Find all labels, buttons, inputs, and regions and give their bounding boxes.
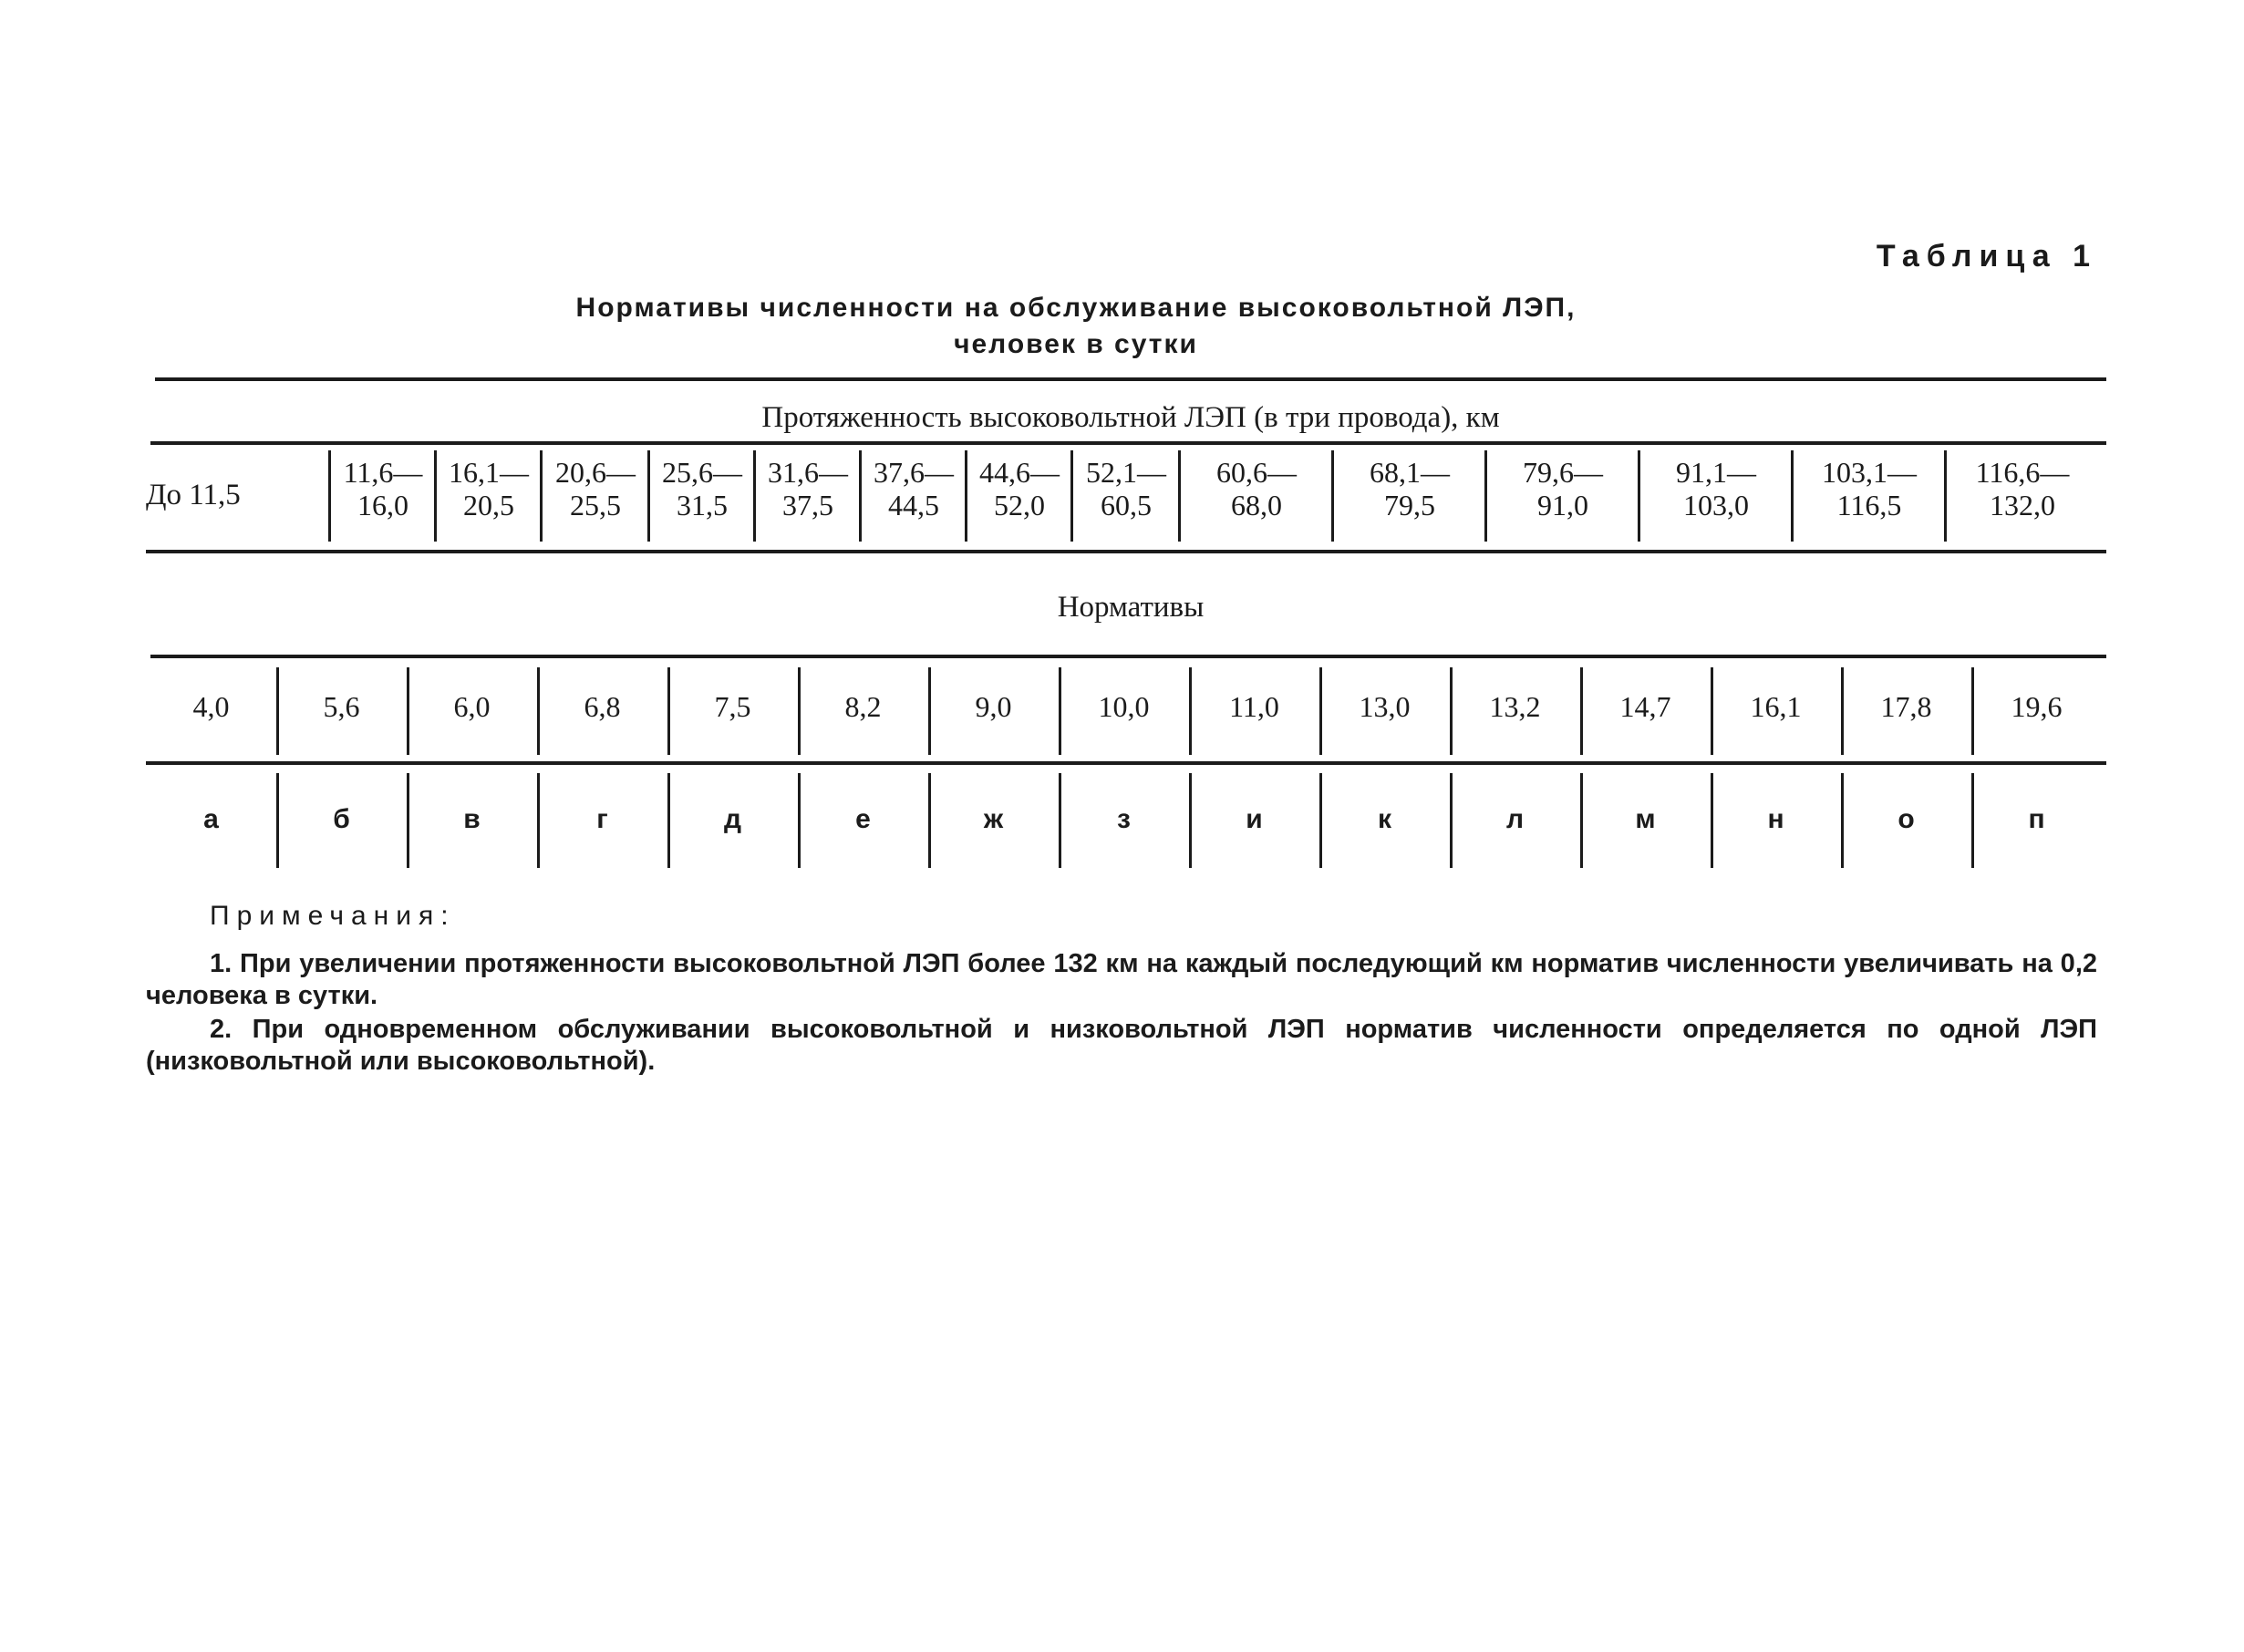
norm-divider: [1450, 667, 1453, 755]
letter-divider: [1711, 773, 1713, 868]
note-2: [146, 1014, 2097, 1078]
range-divider: [434, 450, 437, 542]
range-cell-14: [1949, 456, 2095, 521]
norm-letter: п: [2028, 804, 2045, 834]
table-title: [456, 290, 1696, 363]
range-from: 31,6—: [768, 456, 848, 489]
length-header-rule: [150, 441, 2106, 445]
range-cell-5: [759, 456, 857, 521]
range-cell-9: [1184, 456, 1329, 521]
table-title-line-2: человек в сутки: [954, 329, 1198, 359]
range-divider: [647, 450, 650, 542]
range-from: 68,1—: [1370, 456, 1450, 489]
range-from: 103,1—: [1822, 456, 1917, 489]
norm-divider: [1580, 667, 1583, 755]
norm-value: 8,2: [844, 690, 882, 723]
range-from: 20,6—: [555, 456, 636, 489]
range-from: 79,6—: [1523, 456, 1603, 489]
range-to: 132,0: [1990, 489, 2055, 521]
note-2-text: 2. При одновременном обслуживании высоковольтной и низковольтной ЛЭП норматив численности определяется по одной ЛЭП (низковольтной или высоковольтной).: [146, 1015, 2097, 1076]
letter-divider: [1580, 773, 1583, 868]
range-divider: [859, 450, 862, 542]
norm-value: 6,0: [453, 690, 491, 723]
range-to: 52,0: [994, 489, 1045, 521]
norm-value: 14,7: [1619, 690, 1671, 723]
range-divider: [1331, 450, 1334, 542]
range-divider: [753, 450, 756, 542]
range-from: 11,6—: [343, 456, 423, 489]
range-from: 25,6—: [662, 456, 742, 489]
norm-letter: б: [333, 804, 350, 834]
range-divider: [965, 450, 967, 542]
range-cell-0: До 11,5: [146, 479, 241, 511]
range-to: 31,5: [677, 489, 728, 521]
norms-header-rule: [150, 655, 2106, 658]
range-to: 44,5: [888, 489, 939, 521]
letter-divider: [1971, 773, 1974, 868]
range-to: 20,5: [463, 489, 514, 521]
norm-divider: [276, 667, 279, 755]
letter-divider: [1841, 773, 1844, 868]
norm-value: 17,8: [1880, 690, 1932, 723]
letter-divider: [798, 773, 801, 868]
letter-divider: [1450, 773, 1453, 868]
length-header: Протяженность высоковольтной ЛЭП (в три провода), км: [761, 401, 1500, 434]
norm-letter: г: [596, 804, 608, 834]
norm-letter: м: [1635, 804, 1656, 834]
letter-divider: [1059, 773, 1061, 868]
range-cell-8: [1076, 456, 1176, 521]
norm-letter: в: [463, 804, 481, 834]
range-from: 37,6—: [874, 456, 954, 489]
norm-divider: [1711, 667, 1713, 755]
range-divider: [1638, 450, 1640, 542]
range-divider: [328, 450, 331, 542]
note-1-text: 1. При увеличении протяженности высоковольтной ЛЭП более 132 км на каждый последующий км норматив численности увеличивать на 0,2 человека в сутки.: [146, 949, 2097, 1010]
letter-divider: [537, 773, 540, 868]
range-from: 44,6—: [979, 456, 1060, 489]
norm-value: 16,1: [1750, 690, 1802, 723]
range-row-rule: [146, 550, 2106, 553]
norm-divider: [407, 667, 409, 755]
norm-letter: а: [203, 804, 219, 834]
range-to: 91,0: [1537, 489, 1588, 521]
range-cell-12: [1643, 456, 1789, 521]
range-cell-2: [439, 456, 538, 521]
norm-value: 7,5: [714, 690, 751, 723]
norm-divider: [1189, 667, 1192, 755]
norms-header: Нормативы: [1057, 591, 1205, 624]
norm-letter: к: [1377, 804, 1391, 834]
norm-value: 11,0: [1229, 690, 1279, 723]
range-to: 79,5: [1384, 489, 1435, 521]
range-to: 116,5: [1836, 489, 1902, 521]
letter-divider: [407, 773, 409, 868]
norm-value: 10,0: [1098, 690, 1150, 723]
table-title-line-1: Нормативы численности на обслуживание высоковольтной ЛЭП,: [575, 293, 1577, 323]
notes-title: Примечания:: [210, 901, 456, 931]
norm-value: 13,0: [1359, 690, 1411, 723]
range-from: 52,1—: [1086, 456, 1166, 489]
norm-divider: [667, 667, 670, 755]
range-to: 16,0: [357, 489, 408, 521]
norm-divider: [1971, 667, 1974, 755]
range-divider: [1070, 450, 1073, 542]
range-cell-11: [1490, 456, 1636, 521]
letter-divider: [276, 773, 279, 868]
letter-divider: [1189, 773, 1192, 868]
range-cell-6: [864, 456, 963, 521]
range-cell-3: [545, 456, 646, 521]
norm-divider: [1059, 667, 1061, 755]
norm-value: 6,8: [584, 690, 621, 723]
norm-letter: и: [1246, 804, 1263, 834]
norm-divider: [537, 667, 540, 755]
range-from: 116,6—: [1975, 456, 2070, 489]
range-to: 25,5: [570, 489, 621, 521]
range-to: 68,0: [1231, 489, 1282, 521]
norm-letter: е: [855, 804, 871, 834]
range-cell-1: [334, 456, 432, 521]
norm-letter: ж: [983, 804, 1004, 834]
norm-divider: [928, 667, 931, 755]
table-number-label: Таблица 1: [1876, 239, 2097, 274]
norm-letter: з: [1117, 804, 1131, 834]
norm-letter: л: [1505, 804, 1525, 834]
range-divider: [1484, 450, 1487, 542]
range-divider: [540, 450, 543, 542]
range-from: 16,1—: [449, 456, 529, 489]
range-cell-4: [653, 456, 751, 521]
range-divider: [1178, 450, 1181, 542]
range-to: 37,5: [782, 489, 833, 521]
table-top-rule: [155, 377, 2106, 381]
range-cell-10: [1337, 456, 1483, 521]
norm-divider: [1841, 667, 1844, 755]
norm-value: 4,0: [192, 690, 230, 723]
range-from: 60,6—: [1216, 456, 1297, 489]
range-divider: [1944, 450, 1947, 542]
letter-divider: [928, 773, 931, 868]
norm-letter: н: [1767, 804, 1784, 834]
letter-divider: [1319, 773, 1322, 868]
norm-divider: [1319, 667, 1322, 755]
norm-value: 13,2: [1489, 690, 1541, 723]
norm-value: 5,6: [323, 690, 360, 723]
norm-letter: о: [1898, 804, 1915, 834]
norms-row-rule: [146, 761, 2106, 765]
range-to: 103,0: [1683, 489, 1749, 521]
note-1: [146, 948, 2097, 1012]
norm-divider: [798, 667, 801, 755]
range-cell-7: [970, 456, 1069, 521]
range-divider: [1791, 450, 1794, 542]
range-from: 91,1—: [1676, 456, 1756, 489]
norm-letter: д: [723, 804, 742, 834]
letter-divider: [667, 773, 670, 868]
range-cell-13: [1796, 456, 1942, 521]
range-to: 60,5: [1101, 489, 1152, 521]
norm-value: 9,0: [975, 690, 1012, 723]
norm-value: 19,6: [2011, 690, 2063, 723]
